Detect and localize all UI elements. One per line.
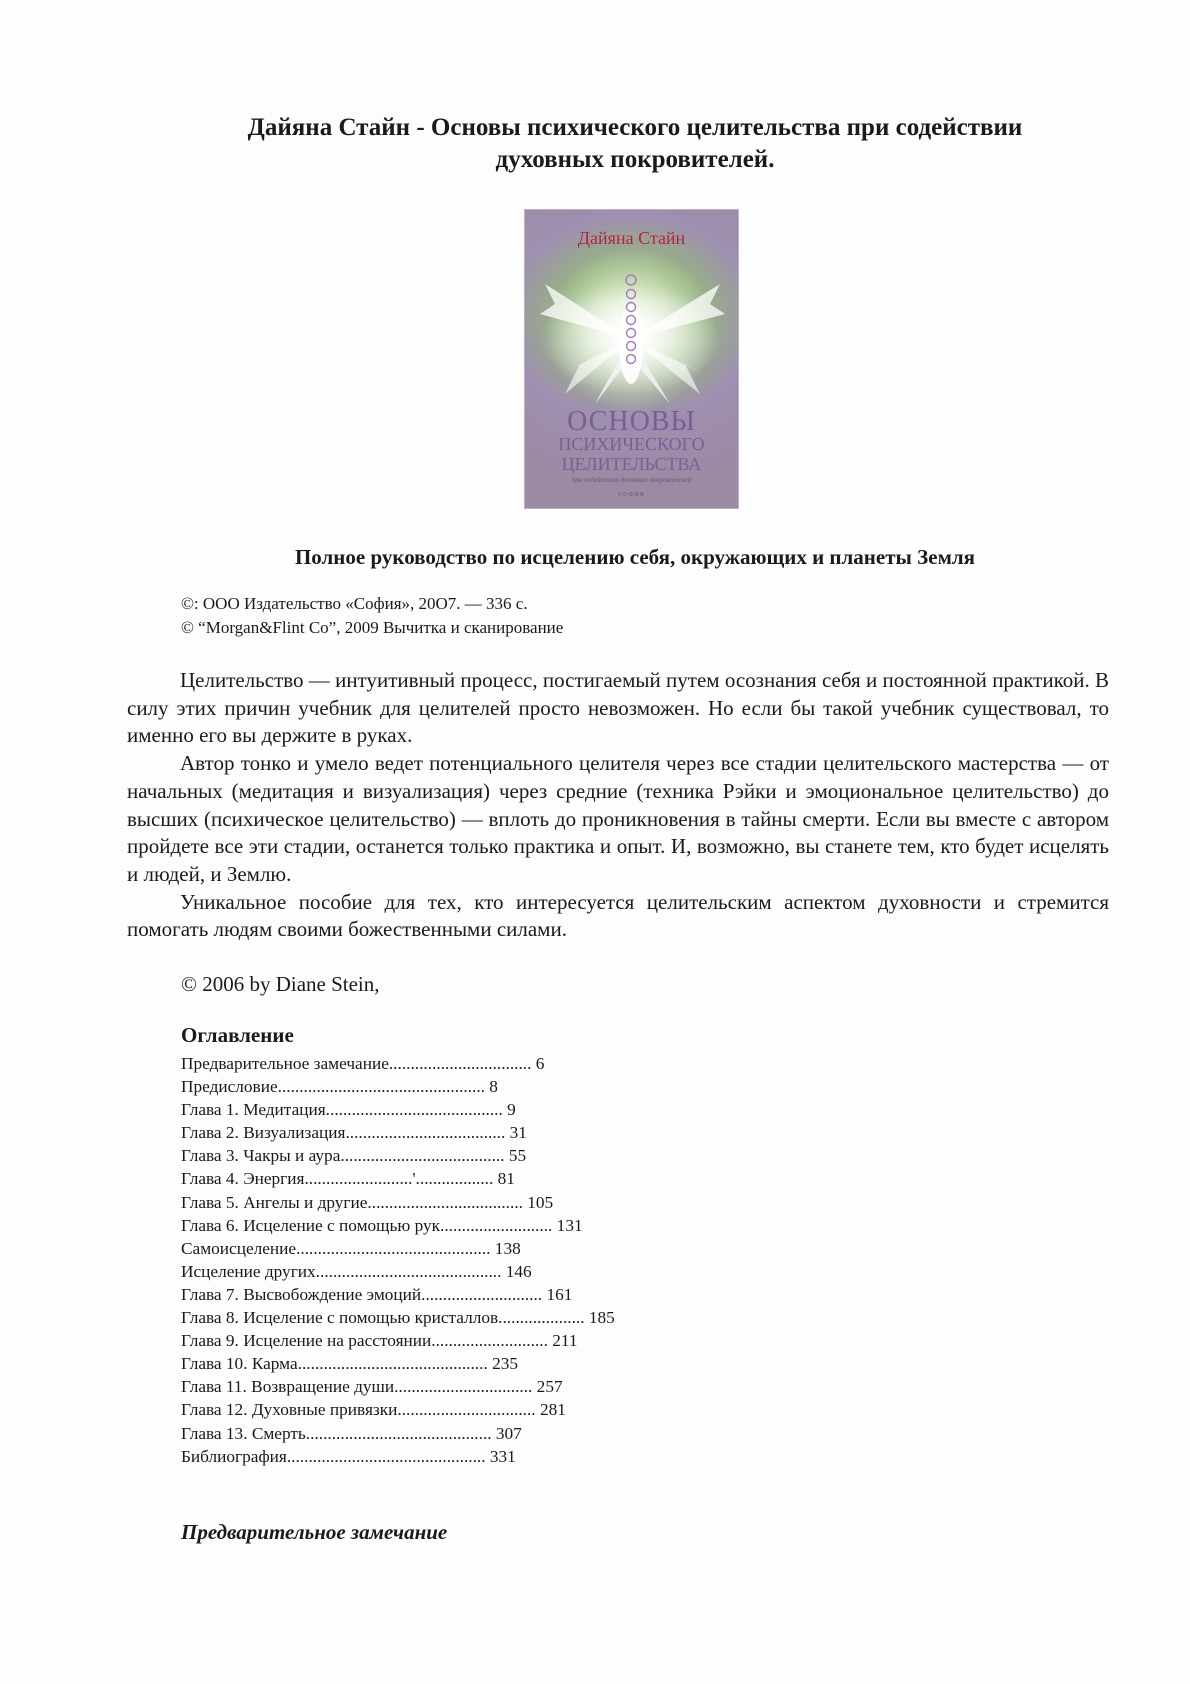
section-heading: Предварительное замечание: [181, 1520, 448, 1544]
cover-author: Дайяна Стайн: [577, 228, 686, 248]
toc-entry[interactable]: Библиография.............................................. 331: [181, 1446, 516, 1466]
toc-entry[interactable]: Глава 8. Исцеление с помощью кристаллов.................... 185: [181, 1308, 615, 1328]
table-of-contents: [181, 1052, 615, 1468]
paragraph: Целительство — интуитивный процесс, постигаемый путем осознания себя и постоянной практикой. В силу этих причин учебник для целителей просто невозможен. Но если бы такой учебник существовал, то именно его вы держите в руках.: [127, 668, 1109, 748]
cover-title-line-2: ПСИХИЧЕСКОГО: [558, 434, 705, 454]
toc-heading: Оглавление: [181, 1023, 294, 1047]
cover-publisher: СОФИЯ: [618, 492, 645, 498]
toc-entry[interactable]: Глава 1. Медитация......................................... 9: [181, 1100, 516, 1120]
document-title: [0, 112, 1190, 176]
copyright-block: [181, 592, 563, 640]
toc-entry[interactable]: Глава 13. Смерть........................................... 307: [181, 1423, 522, 1443]
paragraph: Автор тонко и умело ведет потенциального целителя через все стадии целительского мастерства — от начальных (медитация и визуализация) через средние (техника Рэйки и эмоциональное целительство) до высших (психическое целительство) — вплоть до проникновения в тайны смерти. Если вы вместе с автором пройдете все эти стадии, останется только практика и опыт. И, возможно, вы станете тем, кто будет исцелять и людей, и Землю.: [127, 751, 1109, 886]
toc-entry[interactable]: Глава 2. Визуализация..................................... 31: [181, 1123, 527, 1143]
cover-title-line-1: ОСНОВЫ: [567, 406, 696, 437]
toc-entry[interactable]: Глава 12. Духовные привязки................................ 281: [181, 1400, 566, 1420]
paragraph: Уникальное пособие для тех, кто интересуется целительским аспектом духовности и стремится помогать людям своими божественными силами.: [127, 889, 1109, 942]
book-subtitle: [0, 545, 1190, 570]
title-line-2: духовных покровителей.: [495, 146, 775, 173]
toc-entry[interactable]: Самоисцеление............................................. 138: [181, 1238, 521, 1258]
toc-entry[interactable]: Глава 6. Исцеление с помощью рук.......................... 131: [181, 1215, 583, 1235]
cover-subtitle: при содействии духовных покровителей: [571, 476, 692, 484]
book-cover: [525, 210, 738, 508]
cover-title-lines: [525, 434, 738, 474]
copyright-line-1: ©: ООО Издательство «София», 20О7. — 336 с.: [181, 594, 528, 613]
toc-entry[interactable]: Глава 4. Энергия.........................'.................. 81: [181, 1169, 515, 1189]
annotation-text: [127, 667, 1109, 944]
toc-entry[interactable]: Предварительное замечание................................. 6: [181, 1054, 545, 1073]
toc-entry[interactable]: Исцеление других........................................... 146: [181, 1261, 532, 1281]
book-subtitle-text: Полное руководство по исцелению себя, окружающих и планеты Земля: [294, 545, 976, 569]
original-copyright: © 2006 by Diane Stein,: [181, 972, 380, 996]
toc-entry[interactable]: Предисловие................................................ 8: [181, 1077, 498, 1097]
toc-entry[interactable]: Глава 5. Ангелы и другие.................................... 105: [181, 1192, 554, 1212]
title-line-1: Дайяна Стайн - Основы психического целительства при содействии: [247, 114, 1023, 141]
toc-entry[interactable]: Глава 7. Высвобождение эмоций............................ 161: [181, 1284, 573, 1304]
toc-entry[interactable]: Глава 3. Чакры и аура...................................... 55: [181, 1146, 527, 1166]
toc-entry[interactable]: Глава 11. Возвращение души................................ 257: [181, 1377, 563, 1397]
toc-entry[interactable]: Глава 9. Исцеление на расстоянии........................... 211: [181, 1331, 578, 1351]
toc-entry[interactable]: Глава 10. Карма............................................ 235: [181, 1354, 519, 1374]
cover-title-line-3: ЦЕЛИТЕЛЬСТВА: [561, 454, 702, 474]
copyright-line-2: © “Morgan&Flint Co”, 2009 Вычитка и сканирование: [181, 618, 564, 637]
